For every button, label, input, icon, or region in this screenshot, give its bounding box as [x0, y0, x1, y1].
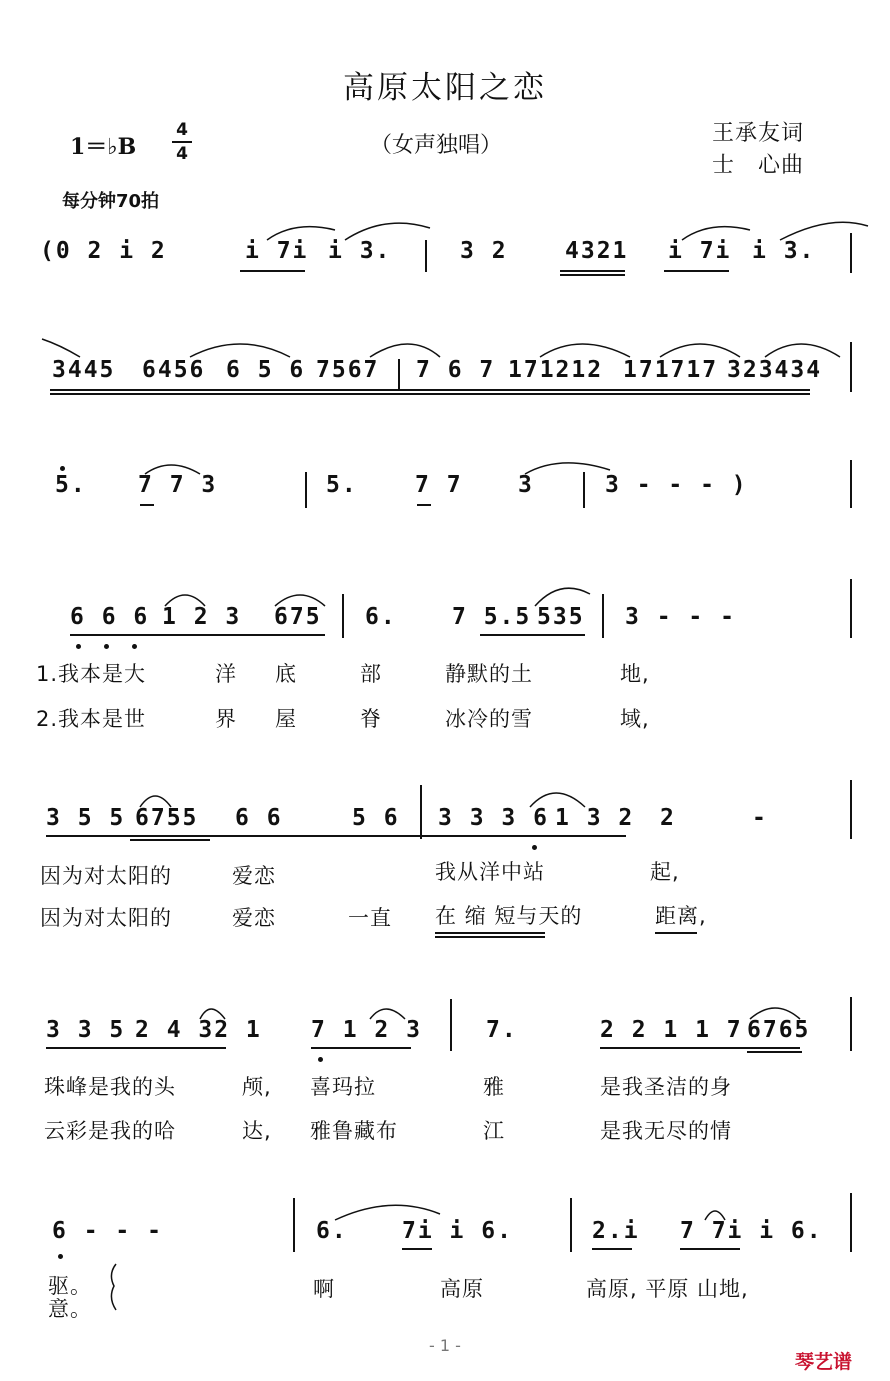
segment: 6 - - -: [52, 1218, 163, 1244]
lyric: 高原, 平原 山地,: [586, 1277, 749, 1301]
key-signature: 1＝♭B: [70, 134, 137, 160]
segment: 535: [537, 604, 585, 630]
segment: 5 6: [352, 805, 400, 831]
segment: 1 3 2: [555, 805, 635, 831]
segment: 2.i: [592, 1218, 640, 1244]
lyric: 脊: [360, 707, 382, 731]
segment: 7.: [486, 1017, 518, 1043]
segment: 7 6 7: [416, 357, 496, 383]
lyric: 云彩是我的哈: [44, 1119, 176, 1143]
song-title: 高原太阳之恋: [343, 70, 547, 106]
lyric: 雅: [483, 1075, 505, 1099]
segment: 3 - - -: [625, 604, 736, 630]
composer: 士 心曲: [712, 153, 805, 178]
segment: 6.: [316, 1218, 348, 1244]
lyric: 界: [215, 707, 237, 731]
lyric: 爱恋: [232, 906, 276, 930]
lyric: 颅,: [242, 1075, 272, 1099]
segment: 2: [660, 805, 676, 831]
time-sig-top: 4: [176, 120, 188, 140]
lyric: 起,: [650, 860, 680, 884]
segment: i 7i: [245, 238, 309, 264]
lyric: 喜玛拉: [310, 1075, 376, 1099]
segment: 6456: [142, 357, 206, 383]
segment: 6765: [747, 1017, 811, 1043]
segment: 3: [518, 472, 534, 498]
segment: 7567: [316, 357, 380, 383]
segment: 3 3 5: [46, 1017, 126, 1043]
lyric: 珠峰是我的头: [44, 1075, 176, 1099]
segment: 7 7i i 6.: [680, 1218, 823, 1244]
lyric: 冰冷的雪: [445, 707, 533, 731]
lyric: 我从洋中站: [435, 860, 545, 884]
lyric: 1.我本是大: [36, 662, 147, 686]
lyric: 雅鲁藏布: [310, 1119, 398, 1143]
lyric: 屋: [275, 707, 297, 731]
segment: 6.: [365, 604, 397, 630]
lyric: 爱恋: [232, 864, 276, 888]
lyric: 域,: [620, 707, 650, 731]
lyric: 距离,: [655, 904, 707, 928]
segment: 6 6: [235, 805, 283, 831]
segment: 171212: [508, 357, 604, 383]
segment: 7 5.5: [452, 604, 532, 630]
lyric: 一直: [348, 906, 392, 930]
segment: 5.: [55, 472, 87, 498]
lyric: 意。: [48, 1297, 92, 1321]
lyric: 达,: [242, 1119, 272, 1143]
lyric: 驱。: [48, 1274, 92, 1298]
site-logo: 琴艺谱: [795, 1351, 853, 1373]
segment: 6755: [135, 805, 199, 831]
subtitle: （女声独唱）: [370, 133, 503, 158]
segment: i 3.: [328, 238, 392, 264]
segment: i 3.: [752, 238, 816, 264]
segment: 3 - - - ): [605, 472, 748, 498]
segment: 5.: [326, 472, 358, 498]
lyric: 高原: [440, 1277, 484, 1301]
staff-line-3: [0, 472, 890, 602]
time-sig-bottom: 4: [176, 144, 188, 164]
segment: 171717: [623, 357, 719, 383]
segment: 3 5 5: [46, 805, 126, 831]
segment: 1 2 3: [162, 604, 242, 630]
lyric: 底: [275, 662, 297, 686]
segment: 4321: [565, 238, 629, 264]
lyric: 地,: [620, 662, 650, 686]
lyric: 啊: [313, 1277, 335, 1301]
time-signature: [172, 120, 192, 164]
segment: 3 3 3 6: [438, 805, 549, 831]
lyricist: 王承友词: [712, 121, 805, 146]
lyric: 因为对太阳的: [40, 864, 172, 888]
lyric: 因为对太阳的: [40, 906, 172, 930]
segment: 2 2 1 1 7: [600, 1017, 743, 1043]
page-number: - 1 -: [429, 1336, 461, 1355]
segment: 7i i 6.: [402, 1218, 513, 1244]
segment: 6 5 6: [226, 357, 306, 383]
lyric: 洋: [215, 662, 237, 686]
segment: 2 4 32 1: [135, 1017, 262, 1043]
segment: 7 7: [415, 472, 463, 498]
tempo-marking: 每分钟70拍: [62, 191, 160, 212]
segment: 6 6 6: [70, 604, 150, 630]
segment: 3445: [52, 357, 116, 383]
segment: (0 2 i 2: [40, 238, 167, 264]
segment: 7 7 3: [138, 472, 218, 498]
lyric: 是我无尽的情: [600, 1119, 732, 1143]
segment: 675: [274, 604, 322, 630]
lyric: 江: [483, 1119, 505, 1143]
lyric: 2.我本是世: [36, 707, 147, 731]
lyric: 部: [360, 662, 382, 686]
lyric: 静默的土: [445, 662, 533, 686]
segment: 3 2: [460, 238, 508, 264]
lyric: 是我圣洁的身: [600, 1075, 732, 1099]
lyric: 在 缩 短与天的: [435, 904, 583, 928]
segment: i 7i: [668, 238, 732, 264]
segment: 7 1 2 3: [311, 1017, 422, 1043]
segment: -: [752, 805, 768, 831]
segment: 323434: [727, 357, 823, 383]
